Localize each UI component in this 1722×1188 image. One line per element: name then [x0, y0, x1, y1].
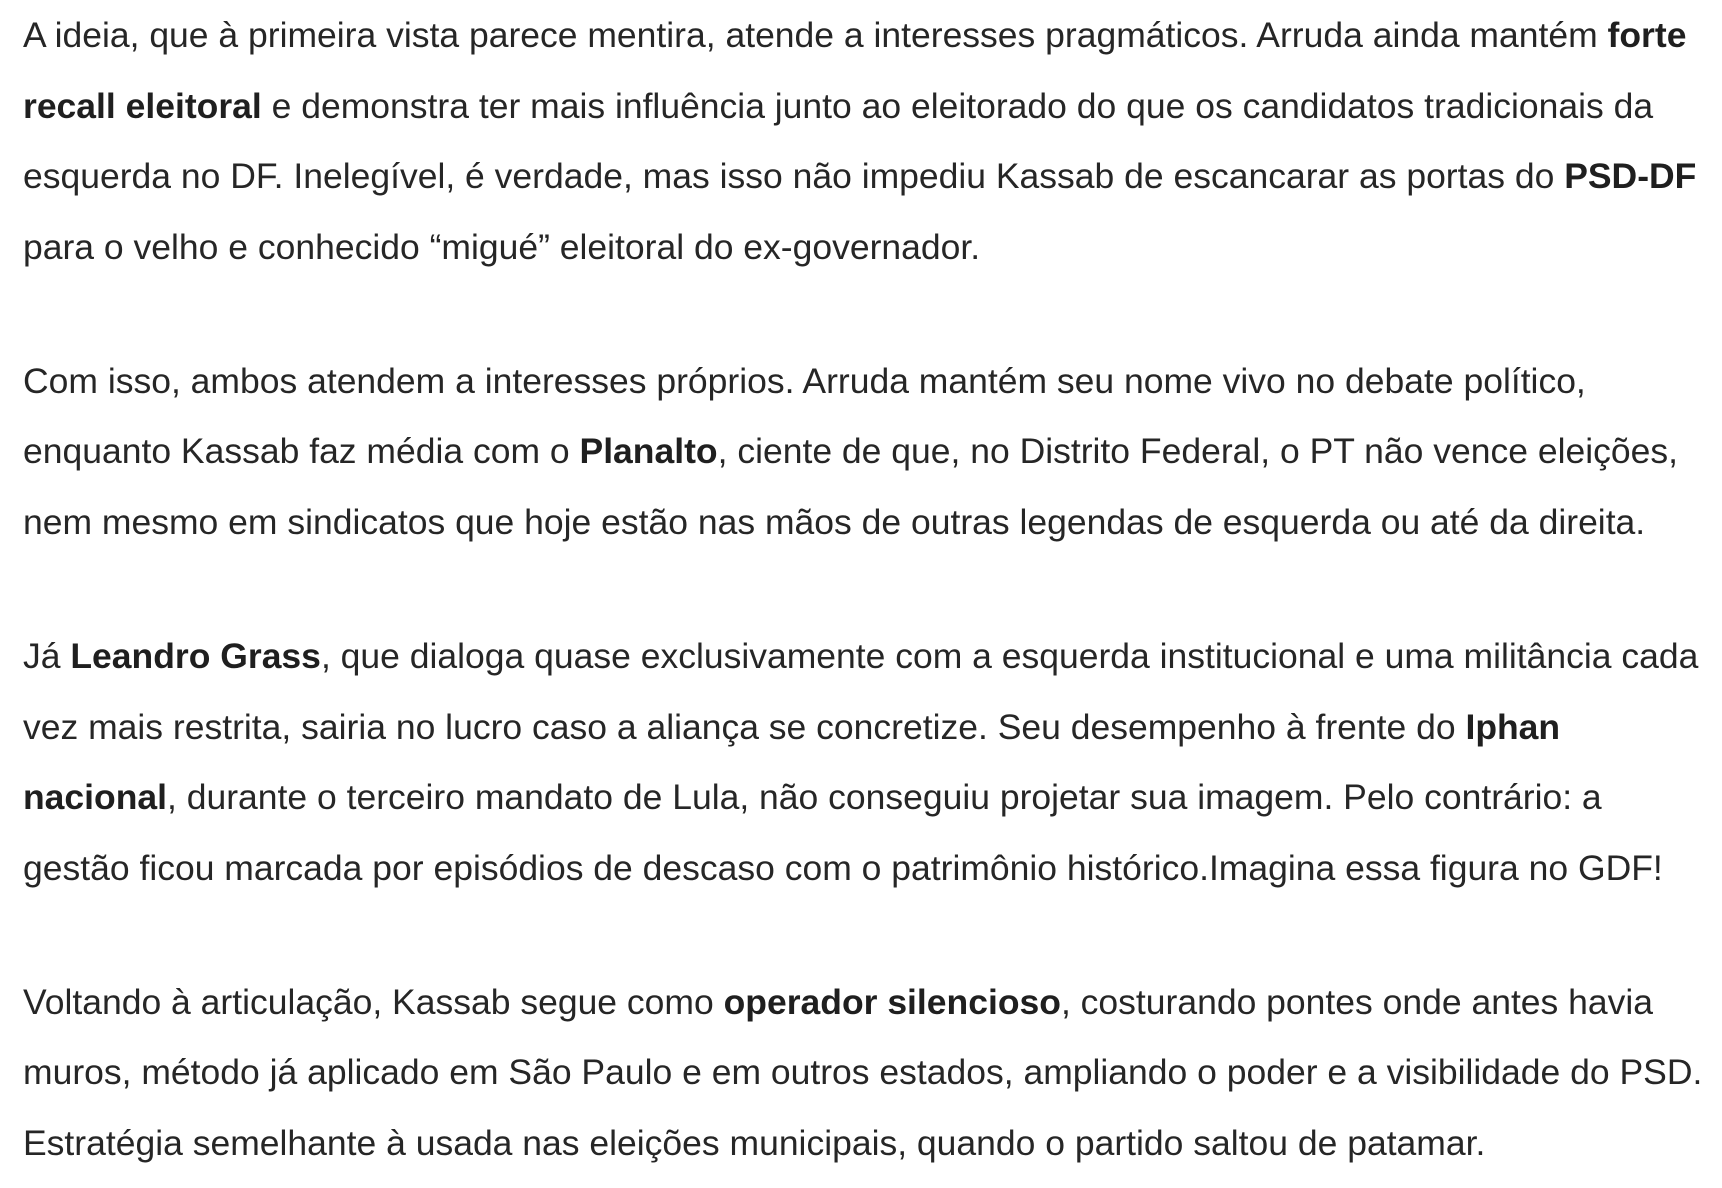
text-line	[23, 692, 1699, 763]
text-line	[23, 487, 1699, 558]
article-paragraph	[23, 621, 1699, 904]
text-segment: , durante o terceiro mandato de Lula, não conseguiu projetar sua imagem. Pelo contrário: a	[167, 777, 1602, 818]
text-line	[23, 141, 1699, 212]
bold-text: forte	[1607, 15, 1687, 55]
text-line	[23, 212, 1699, 283]
text-segment: para o velho e conhecido “migué” eleitoral do ex-governador.	[23, 227, 981, 268]
article-paragraph	[23, 0, 1699, 283]
text-segment: Já	[23, 635, 71, 676]
article-paragraph	[23, 967, 1703, 1179]
bold-text: recall eleitoral	[23, 85, 262, 126]
text-segment: vez mais restrita, sairia no lucro caso a aliança se concretize. Seu desempenho à frente do	[23, 706, 1466, 747]
text-line	[23, 0, 1699, 71]
text-segment: gestão ficou marcada por episódios de descaso com o patrimônio histórico.Imagina essa figura no GDF!	[23, 847, 1663, 888]
text-segment: A ideia, que à primeira vista parece mentira, atende a interesses pragmáticos. Arruda ainda mantém	[23, 15, 1608, 55]
bold-text: Iphan	[1465, 706, 1561, 747]
text-line	[23, 621, 1699, 692]
text-segment: muros, método já aplicado em São Paulo e em outros estados, ampliando o poder e a visibilidade do PSD.	[23, 1052, 1703, 1093]
text-segment: esquerda no DF. Inelegível, é verdade, mas isso não impediu Kassab de escancarar as portas do	[23, 156, 1565, 197]
text-segment: nem mesmo em sindicatos que hoje estão nas mãos de outras legendas de esquerda ou até da direita.	[23, 502, 1646, 543]
text-segment: , costurando pontes onde antes havia	[1060, 981, 1654, 1022]
bold-text: PSD-DF	[1564, 156, 1697, 197]
text-segment: Estratégia semelhante à usada nas eleições municipais, quando o partido saltou de patamar.	[23, 1122, 1486, 1163]
text-line	[23, 1108, 1699, 1179]
text-segment: , que dialoga quase exclusivamente com a esquerda institucional e uma militância cada	[320, 635, 1699, 676]
bold-text: Leandro Grass	[70, 635, 321, 676]
text-line	[23, 762, 1699, 833]
article-paragraph	[23, 346, 1699, 558]
text-segment: Com isso, ambos atendem a interesses próprios. Arruda mantém seu nome vivo no debate político,	[23, 360, 1586, 401]
text-segment: e demonstra ter mais influência junto ao eleitorado do que os candidatos tradicionais da	[261, 85, 1654, 126]
bold-text: Planalto	[579, 431, 718, 472]
text-line	[23, 833, 1699, 904]
text-line	[23, 967, 1699, 1038]
text-segment: enquanto Kassab faz média com o	[23, 431, 580, 472]
text-segment: , ciente de que, no Distrito Federal, o PT não vence eleições,	[717, 431, 1678, 472]
text-line	[23, 1037, 1703, 1108]
bold-text: operador silencioso	[723, 981, 1061, 1022]
text-line	[23, 346, 1699, 417]
bold-text: nacional	[23, 777, 168, 818]
text-line	[23, 71, 1699, 142]
text-line	[23, 416, 1699, 487]
text-segment: Voltando à articulação, Kassab segue como	[23, 981, 724, 1022]
